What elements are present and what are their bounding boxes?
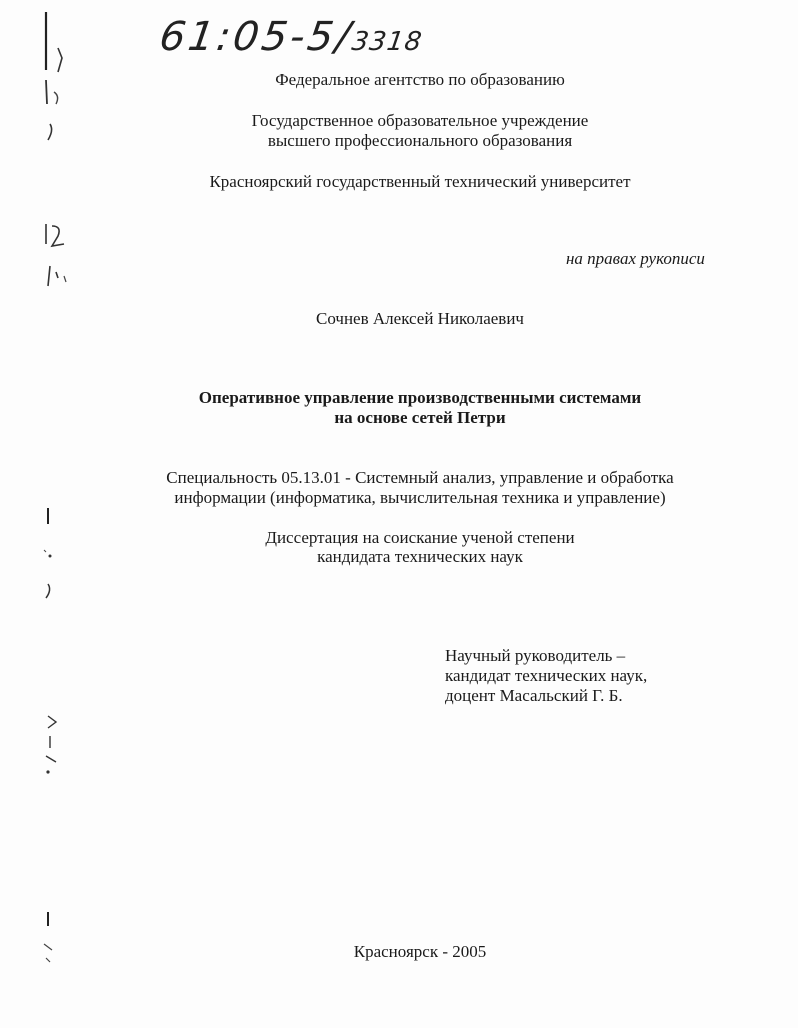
archive-code-main: 61:05-5/ <box>156 14 356 60</box>
dissertation-title-line-1: Оперативное управление производственными системами <box>198 388 642 407</box>
agency-name: Федеральное агентство по образованию <box>275 70 565 89</box>
city-year: Красноярск - 2005 <box>353 942 487 961</box>
supervisor-line-1: Научный руководитель – <box>445 646 626 665</box>
supervisor-line-2: кандидат технических наук, <box>445 666 648 685</box>
supervisor-line-3: доцент Масальский Г. Б. <box>445 686 623 705</box>
archive-code-number: 3318 <box>349 27 425 57</box>
specialty-line-1: Специальность 05.13.01 - Системный анализ, управление и обработка <box>166 468 674 487</box>
degree-line-1: Диссертация на соискание ученой степени <box>265 528 575 547</box>
institution-line-2: высшего профессионального образования <box>267 131 573 150</box>
handwritten-archive-code <box>157 14 426 60</box>
specialty-line-2: информации (информатика, вычислительная техника и управление) <box>174 488 666 507</box>
institution-line-1: Государственное образовательное учреждение <box>251 111 589 130</box>
dissertation-title-line-2: на основе сетей Петри <box>334 408 506 427</box>
university-name: Красноярский государственный технический университет <box>209 172 631 191</box>
manuscript-note: на правах рукописи <box>566 249 705 268</box>
scan-margin-artifacts <box>0 0 90 1028</box>
author-name: Сочнев Алексей Николаевич <box>316 309 524 328</box>
degree-line-2: кандидата технических наук <box>317 547 523 566</box>
